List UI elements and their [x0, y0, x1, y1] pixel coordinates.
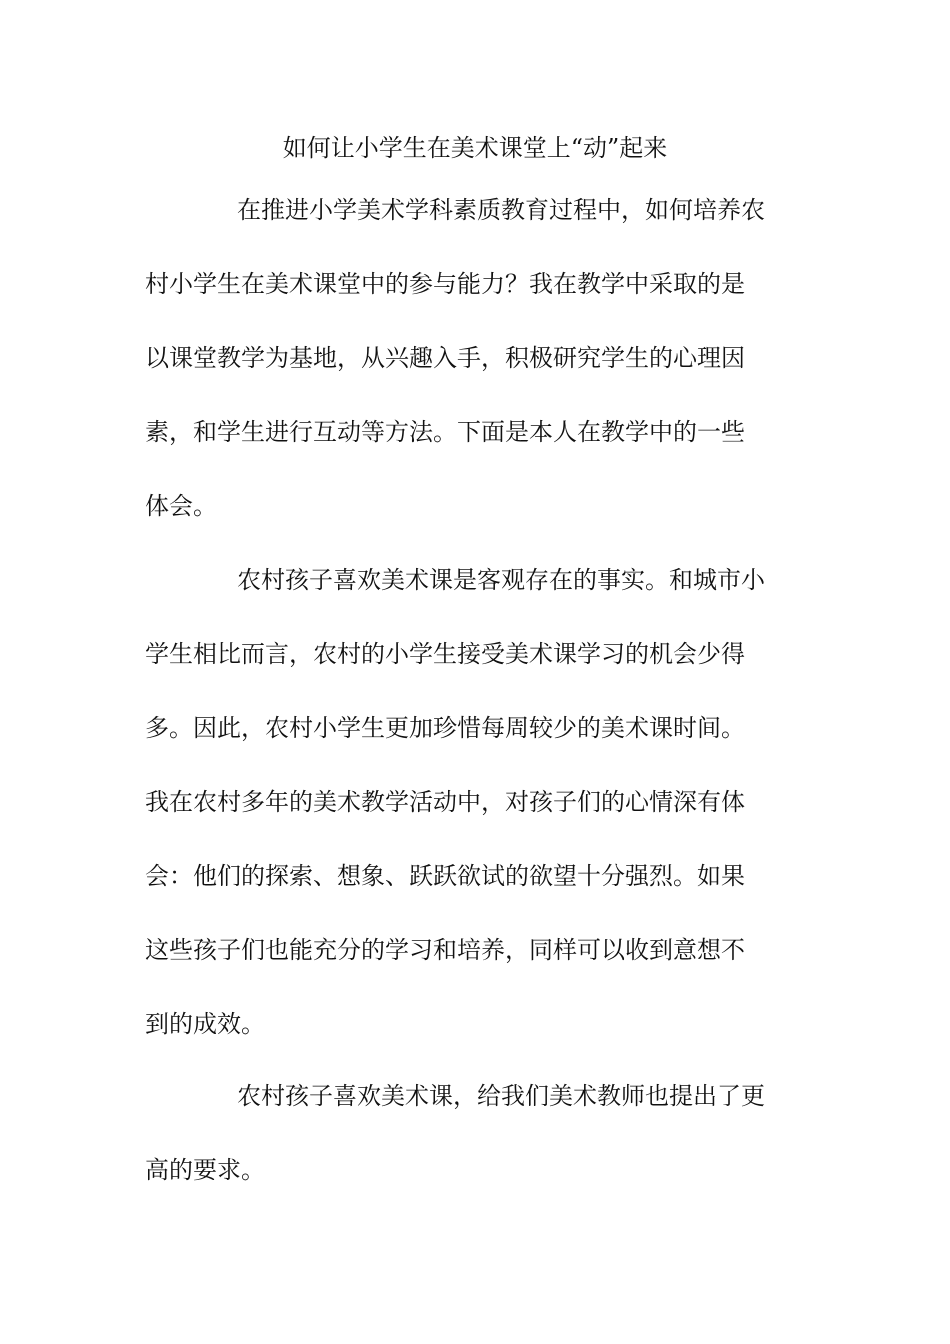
- paragraph-2-line-5: 会：他们的探索、想象、跃跃欲试的欲望十分强烈。如果: [145, 862, 745, 890]
- paragraph-2-line-7: 到的成效。: [145, 1010, 265, 1038]
- paragraph-2-line-1: 农村孩子喜欢美术课是客观存在的事实。和城市小: [237, 566, 765, 594]
- paragraph-1-line-5: 体会。: [145, 492, 217, 520]
- paragraph-2-line-3: 多。因此，农村小学生更加珍惜每周较少的美术课时间。: [145, 714, 745, 742]
- paragraph-1-line-1: 在推进小学美术学科素质教育过程中，如何培养农: [237, 196, 765, 224]
- paragraph-2-line-2: 学生相比而言，农村的小学生接受美术课学习的机会少得: [145, 640, 745, 668]
- paragraph-1-line-3: 以课堂教学为基地，从兴趣入手，积极研究学生的心理因: [145, 344, 745, 372]
- paragraph-2-line-4: 我在农村多年的美术教学活动中，对孩子们的心情深有体: [145, 788, 745, 816]
- paragraph-1-line-4: 素，和学生进行互动等方法。下面是本人在教学中的一些: [145, 418, 745, 446]
- paragraph-3-line-1: 农村孩子喜欢美术课，给我们美术教师也提出了更: [237, 1082, 765, 1110]
- paragraph-1-line-2: 村小学生在美术课堂中的参与能力？我在教学中采取的是: [145, 270, 745, 298]
- paragraph-3-line-2: 高的要求。: [145, 1156, 265, 1184]
- paragraph-2-line-6: 这些孩子们也能充分的学习和培养，同样可以收到意想不: [145, 936, 745, 964]
- document-title: 如何让小学生在美术课堂上“动”起来: [282, 134, 668, 162]
